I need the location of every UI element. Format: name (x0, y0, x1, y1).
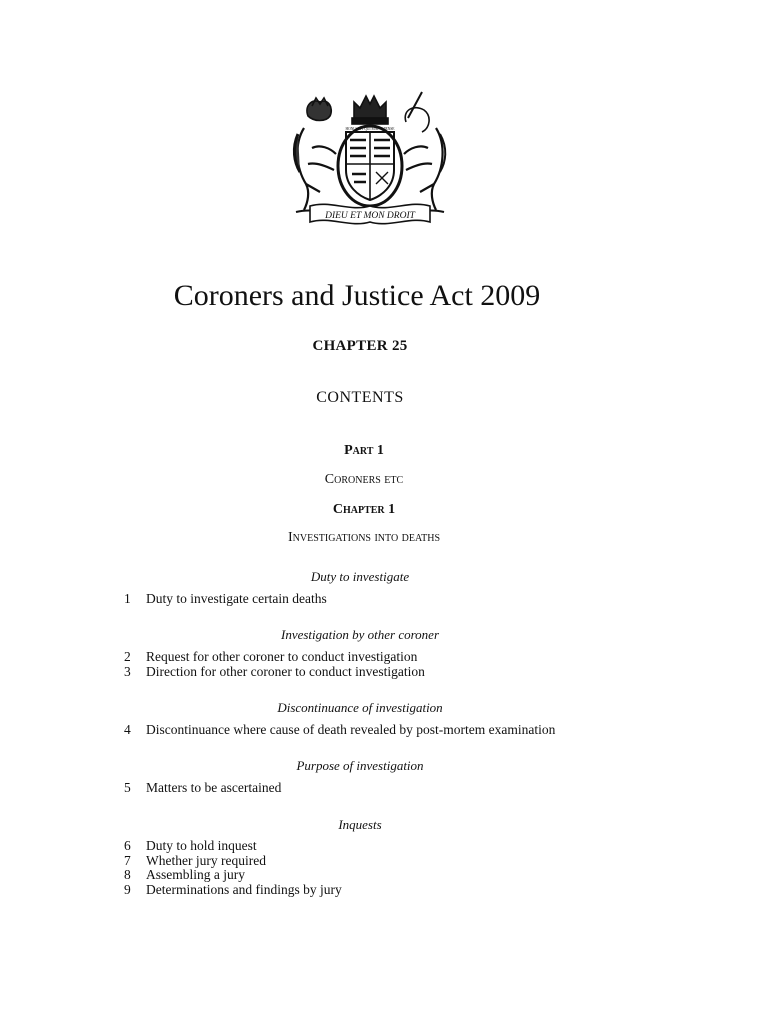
section-number: 2 (124, 649, 131, 664)
contents-entry[interactable] (118, 723, 678, 738)
section-title: Matters to be ascertained (146, 780, 282, 795)
contents-entry[interactable] (118, 839, 678, 854)
section-number: 5 (124, 780, 131, 795)
contents-entry[interactable] (118, 854, 678, 869)
section-title: Direction for other coroner to conduct investigation (146, 663, 425, 679)
section-number: 8 (124, 867, 131, 882)
contents-list (118, 839, 678, 897)
chapter-heading: Chapter 1 (332, 502, 396, 517)
contents-heading: CONTENTS (316, 389, 404, 406)
section-number: 7 (124, 852, 131, 868)
act-title: Coroners and Justice Act 2009 (173, 279, 541, 312)
contents-entry[interactable] (118, 781, 678, 796)
section-title: Assembling a jury (146, 867, 245, 882)
crest-motto: DIEU ET MON DROIT (325, 211, 415, 221)
group-title-investigation-by-other-coroner: Investigation by other coroner (280, 627, 439, 642)
chapter-number: CHAPTER 25 (312, 338, 408, 354)
section-number: 6 (124, 838, 131, 853)
section-number: 4 (124, 722, 131, 737)
section-title: Duty to hold inquest (146, 838, 257, 853)
royal-coat-of-arms-icon (290, 88, 450, 228)
section-number: 3 (124, 663, 131, 679)
section-number: 9 (124, 881, 131, 897)
part-title: Coroners etc (324, 472, 404, 487)
contents-list (118, 592, 678, 607)
section-title: Determinations and findings by jury (146, 881, 342, 897)
section-title: Duty to investigate certain deaths (146, 591, 327, 606)
section-number: 1 (124, 591, 131, 606)
group-title-discontinuance-of-investigation: Discontinuance of investigation (277, 700, 443, 715)
part-heading: Part 1 (344, 443, 384, 458)
contents-list (118, 781, 678, 796)
chapter-title: Investigations into deaths (287, 530, 441, 545)
contents-list (118, 723, 678, 738)
contents-entry[interactable] (118, 868, 678, 883)
contents-entry[interactable] (118, 592, 678, 607)
section-title: Whether jury required (146, 852, 266, 868)
contents-list (118, 650, 678, 679)
contents-entry[interactable] (118, 883, 678, 898)
group-title-purpose-of-investigation: Purpose of investigation (296, 758, 424, 773)
group-title-duty-to-investigate: Duty to investigate (310, 569, 410, 584)
crest-garter-text: HONI SOIT QUI MAL Y PENSE (345, 127, 395, 131)
section-title: Request for other coroner to conduct investigation (146, 649, 418, 664)
contents-entry[interactable] (118, 650, 678, 665)
group-title-inquests: Inquests (338, 817, 382, 832)
section-title: Discontinuance where cause of death revealed by post-mortem examination (146, 722, 556, 737)
contents-entry[interactable] (118, 665, 678, 680)
